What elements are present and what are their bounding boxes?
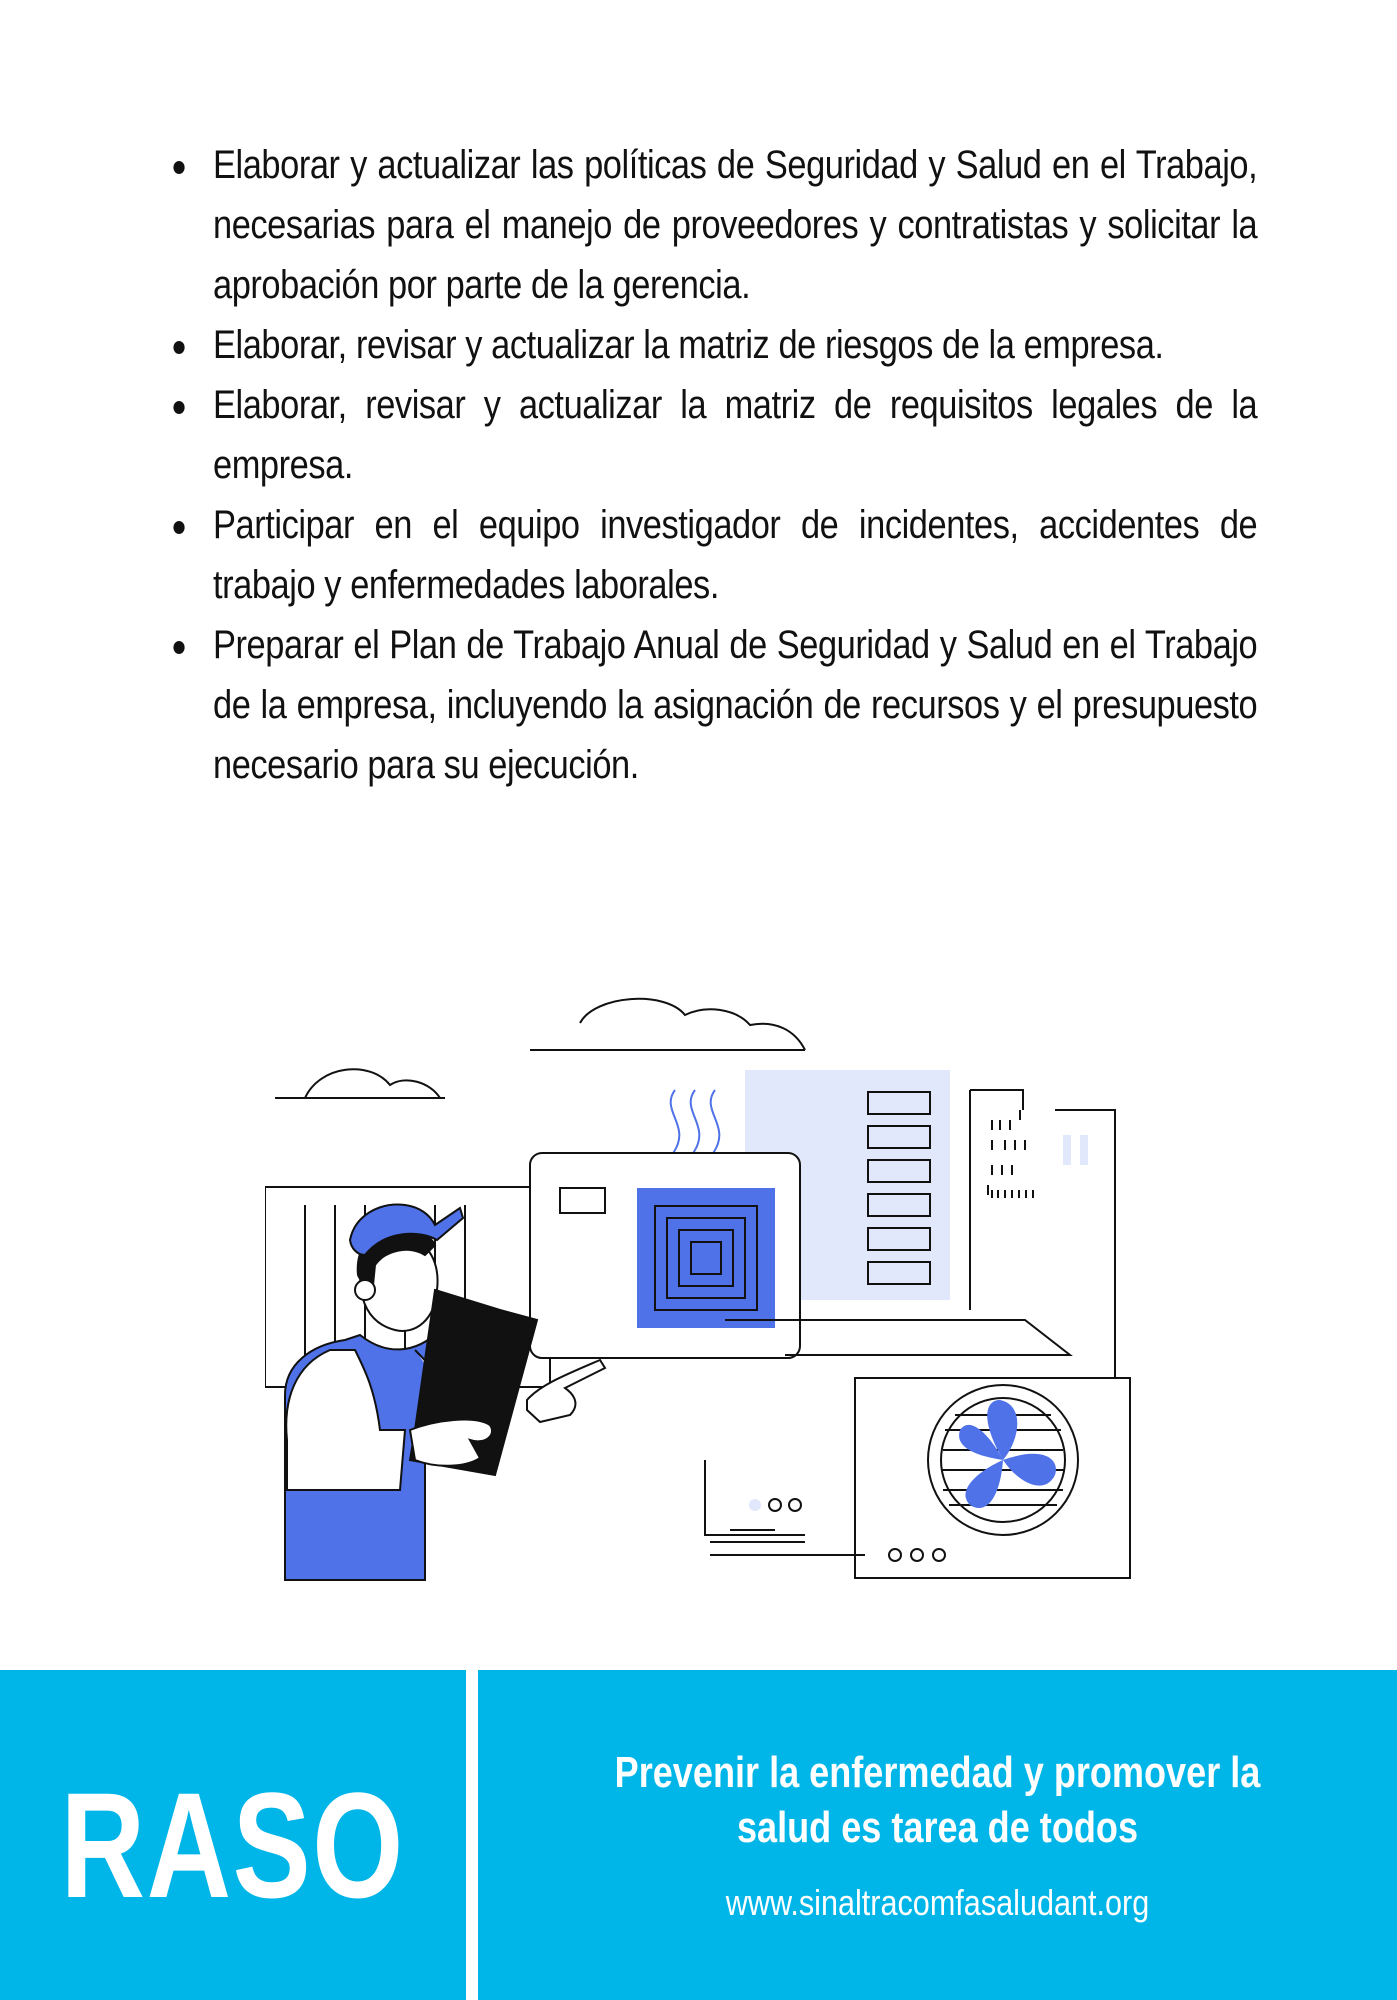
control-panel-icon xyxy=(705,1460,865,1555)
list-item: Elaborar y actualizar las políticas de Seguridad y Salud en el Trabajo, necesarias para el manejo de proveedores y contratistas y solicitar la aprobación por parte de la gerencia. xyxy=(170,135,1257,315)
footer-banner xyxy=(0,1670,1397,2000)
slogan-panel xyxy=(478,1670,1397,2000)
list-item: Elaborar, revisar y actualizar la matriz de requisitos legales de la empresa. xyxy=(170,375,1257,495)
cloud-icon xyxy=(530,999,805,1050)
responsibilities-section xyxy=(170,135,1258,795)
slogan xyxy=(561,1745,1315,1855)
slogan-line: salud es tarea de todos xyxy=(736,1803,1139,1852)
footer-divider xyxy=(466,1670,478,2000)
air-conditioner-icon xyxy=(530,1153,800,1358)
brand-logo: RASO xyxy=(60,1760,406,1929)
brand-panel xyxy=(0,1670,466,2000)
list-item: Participar en el equipo investigador de incidentes, accidentes de trabajo y enfermedades laborales. xyxy=(170,495,1257,615)
list-item: Elaborar, revisar y actualizar la matriz de riesgos de la empresa. xyxy=(170,315,1257,375)
responsibilities-list xyxy=(170,135,1258,795)
list-item: Preparar el Plan de Trabajo Anual de Seguridad y Salud en el Trabajo de la empresa, incluyendo la asignación de recursos y el presupuesto necesario para su ejecución. xyxy=(170,615,1257,795)
fan-unit-icon xyxy=(855,1378,1130,1578)
website-link[interactable]: www.sinaltracomfasaludant.org xyxy=(725,1882,1150,1923)
cloud-icon xyxy=(275,1069,445,1098)
slogan-line: Prevenir la enfermedad y promover la xyxy=(614,1748,1261,1797)
hvac-technician-illustration xyxy=(265,990,1145,1590)
